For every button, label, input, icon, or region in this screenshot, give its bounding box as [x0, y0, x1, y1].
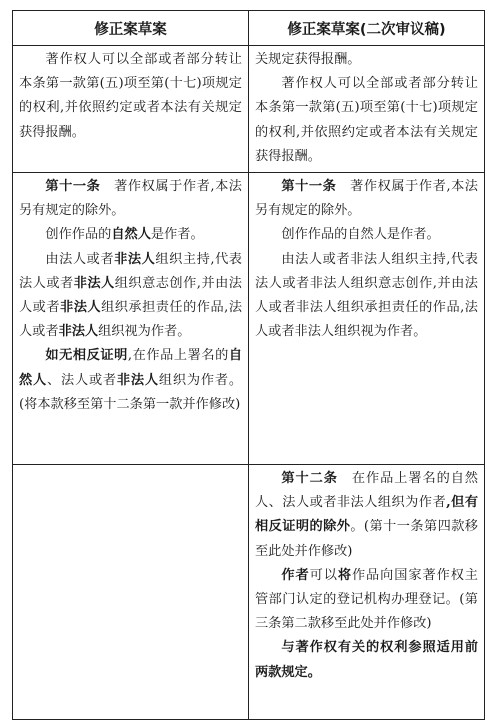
- paragraph: 由法人或者非法人组织主持,代表法人或者非法人组织意志创作,并由法人或者非法人组织承担责任的作品,法人或者非法人组织视为作者。: [255, 251, 478, 340]
- header-row: [13, 11, 485, 46]
- paragraph: 作者可以将作品向国家著作权主管部门认定的登记机构办理登记。(第三条第二款移至此处并作修改): [255, 567, 478, 632]
- paragraph: 创作作品的自然人是作者。: [45, 227, 204, 243]
- article-paragraph: 第十一条 著作权属于作者,本法另有规定的除外。: [255, 179, 478, 219]
- right-cell: [249, 173, 485, 465]
- right-cell: [249, 465, 485, 720]
- left-cell: [13, 173, 249, 465]
- header-second-draft: 修正案草案(二次审议稿): [249, 11, 485, 46]
- left-cell: [13, 46, 249, 173]
- paragraph: 著作权人可以全部或者部分转让本条第一款第(五)项至第(十七)项规定的权利,并依照约定或者本法有关规定获得报酬。: [255, 76, 478, 164]
- header-draft: 修正案草案: [13, 11, 249, 46]
- article-number: 第十一条: [45, 179, 101, 195]
- table-row: [13, 173, 485, 465]
- paragraph: 如无相反证明,在作品上署名的自然人、法人或者非法人组织为作者。(将本款移至第十二条第一款并作修改): [19, 348, 243, 412]
- article-number: 第十一条: [281, 179, 337, 195]
- left-cell-empty: [13, 465, 249, 720]
- paragraph-continued: 关规定获得报酬。: [255, 52, 361, 67]
- table-row: [13, 465, 485, 720]
- right-cell: [249, 46, 485, 173]
- paragraph: 创作作品的自然人是作者。: [281, 227, 440, 243]
- paragraph: 由法人或者非法人组织主持,代表法人或者非法人组织意志创作,并由法人或者非法人组织承担责任的作品,法人或者非法人组织视为作者。: [19, 251, 243, 340]
- comparison-table: [12, 10, 485, 720]
- table-row: [13, 46, 485, 173]
- article-paragraph: 第十一条 著作权属于作者,本法另有规定的除外。: [19, 179, 242, 219]
- article-number: 第十二条: [281, 471, 338, 487]
- paragraph: 著作权人可以全部或者部分转让本条第一款第(五)项至第(十七)项规定的权利,并依照约定或者本法有关规定获得报酬。: [19, 52, 242, 140]
- article-paragraph: 第十二条 在作品上署名的自然人、法人或者非法人组织为作者,但有相反证明的除外。(第十一条第四款移至此处并作修改): [255, 471, 479, 559]
- paragraph: 与著作权有关的权利参照适用前两款规定。: [255, 640, 478, 680]
